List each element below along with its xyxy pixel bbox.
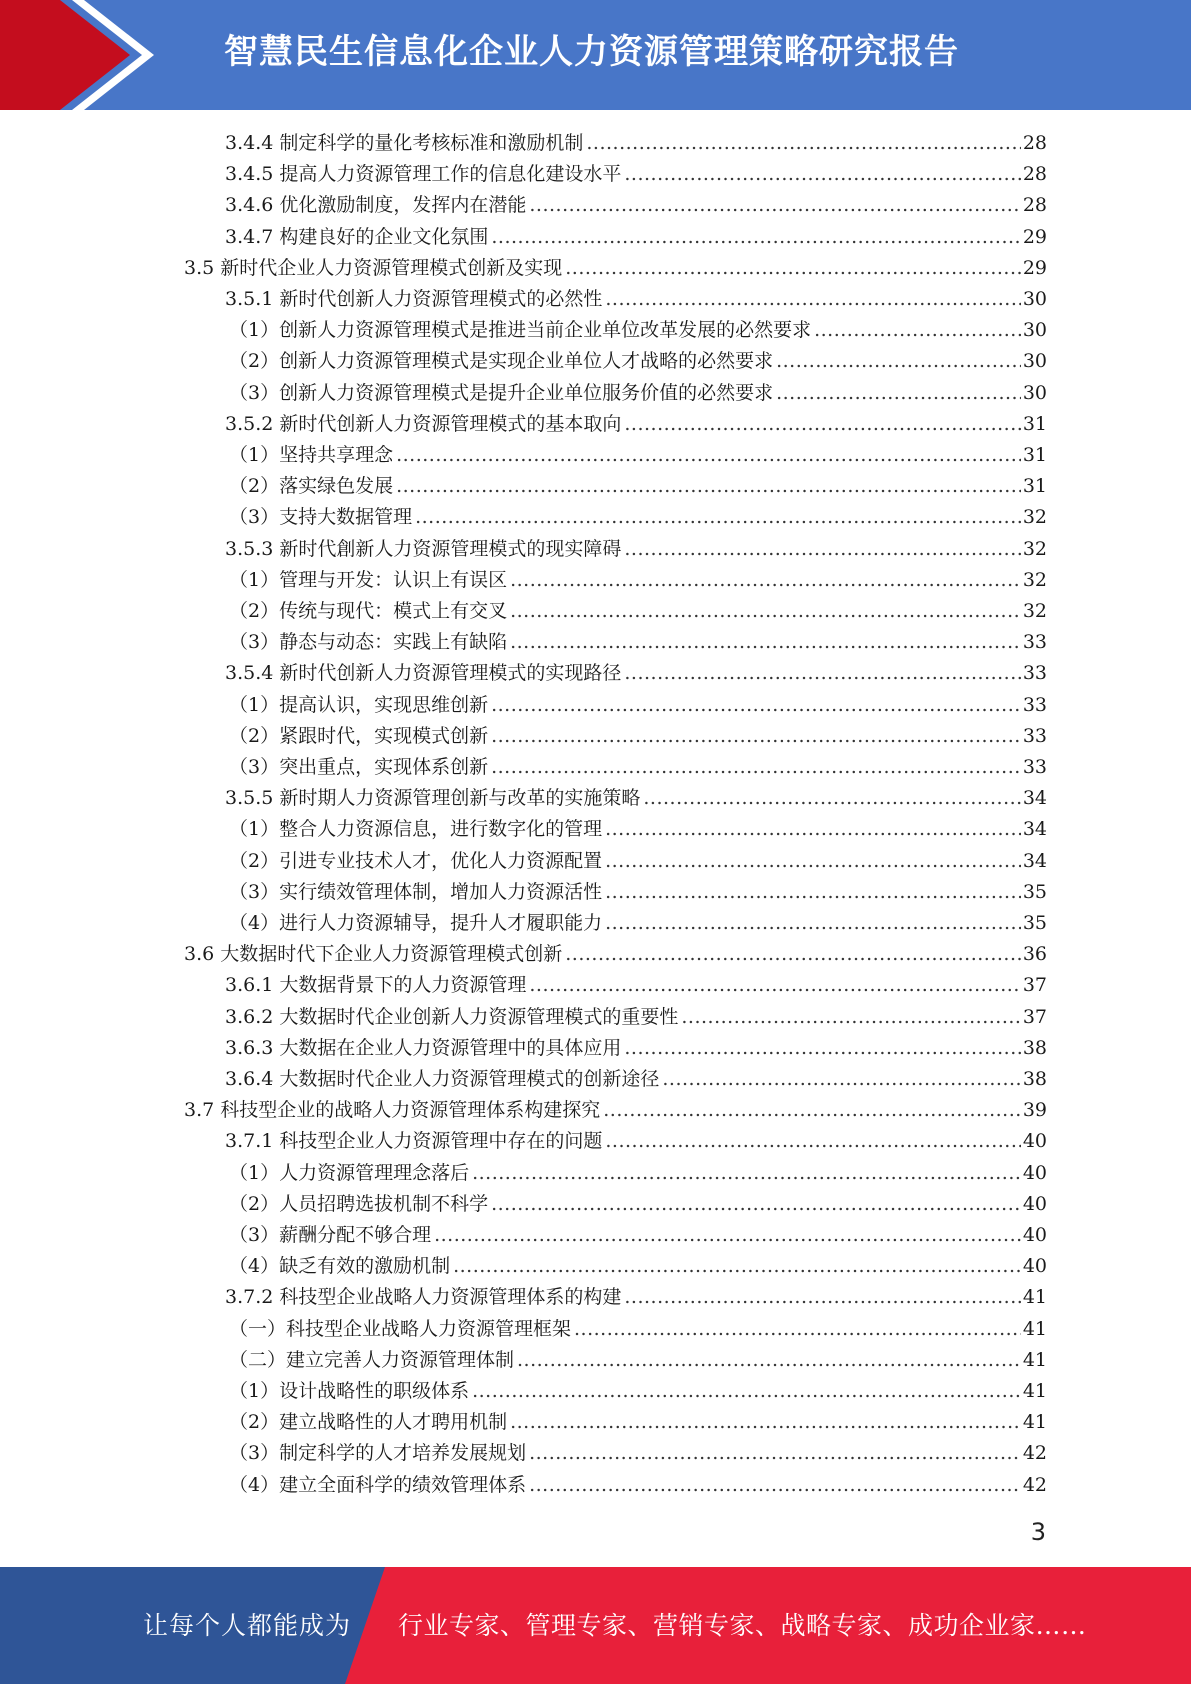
toc-entry-title: 3.4.5 提高人力资源管理工作的信息化建设水平 [225, 163, 622, 186]
toc-entry[interactable] [229, 565, 1047, 596]
toc-entry-title: （3）薪酬分配不够合理 [229, 1224, 432, 1246]
toc-entry-title: 3.5.4 新时代创新人力资源管理模式的实现路径 [225, 662, 622, 685]
toc-entry[interactable] [229, 440, 1047, 471]
toc-leader-dots [529, 194, 1020, 216]
toc-leader-dots [624, 662, 1020, 684]
toc-entry[interactable] [229, 1314, 1047, 1345]
toc-entry-page: 42 [1022, 1442, 1047, 1465]
toc-leader-dots [510, 600, 1021, 622]
toc-entry-page: 32 [1022, 537, 1047, 560]
toc-entry-title: （2）紧跟时代，实现模式创新 [229, 724, 489, 747]
toc-entry-title: 3.5.3 新时代創新人力资源管理模式的现实障碍 [225, 537, 622, 560]
toc-entry[interactable] [225, 409, 1047, 440]
toc-entry-page: 36 [1022, 943, 1047, 966]
toc-entry-title: （3）突出重点，实现体系创新 [229, 756, 489, 778]
toc-entry-page: 32 [1022, 568, 1047, 591]
toc-entry-title: （2）引进专业技术人才，优化人力资源配置 [229, 849, 603, 872]
toc-leader-dots [681, 1006, 1020, 1028]
toc-entry-page: 32 [1022, 506, 1047, 529]
toc-entry[interactable] [229, 315, 1047, 346]
toc-entry-page: 28 [1022, 132, 1047, 154]
toc-entry-page: 29 [1022, 256, 1047, 279]
toc-leader-dots [776, 350, 1021, 372]
toc-leader-dots [605, 912, 1021, 934]
footer-slogan-left: 让每个人都能成为 [143, 1611, 352, 1640]
toc-entry-title: （4）建立全面科学的绩效管理体系 [229, 1473, 527, 1496]
toc-entry-page: 30 [1022, 288, 1047, 310]
toc-entry[interactable] [225, 190, 1047, 221]
toc-entry-title: （2）传统与现代：模式上有交叉 [229, 600, 508, 622]
toc-entry-title: 3.6.2 大数据时代企业创新人力资源管理模式的重要性 [225, 1005, 679, 1028]
toc-entry[interactable] [229, 1189, 1047, 1220]
toc-entry-title: 3.5 新时代企业人力资源管理模式创新及实现 [184, 256, 563, 279]
toc-leader-dots [491, 226, 1020, 248]
toc-entry-title: 3.7 科技型企业的战略人力资源管理体系构建探究 [184, 1099, 601, 1122]
toc-entry-page: 35 [1022, 912, 1047, 934]
toc-entry-page: 41 [1022, 1286, 1047, 1309]
toc-leader-dots [517, 1349, 1021, 1371]
toc-entry[interactable] [229, 346, 1047, 377]
toc-entry[interactable] [229, 814, 1047, 845]
toc-entry-page: 41 [1022, 1317, 1047, 1340]
toc-entry[interactable] [229, 877, 1047, 908]
toc-entry-title: 3.6.1 大数据背景下的人力资源管理 [225, 974, 527, 997]
toc-leader-dots [605, 288, 1020, 310]
toc-entry-title: （3）支持大数据管理 [229, 506, 413, 529]
toc-entry-title: （3）静态与动态：实践上有缺陷 [229, 631, 508, 654]
toc-entry-title: （4）进行人力资源辅导，提升人才履职能力 [229, 912, 603, 934]
toc-entry[interactable] [225, 658, 1047, 689]
toc-leader-dots [624, 163, 1020, 185]
toc-entry[interactable] [184, 1095, 1047, 1126]
toc-entry-title: 3.5.2 新时代创新人力资源管理模式的基本取向 [225, 412, 622, 435]
toc-entry[interactable] [229, 846, 1047, 877]
toc-entry-title: （2）落实绿色发展 [229, 475, 394, 498]
toc-entry-title: （4）缺乏有效的激励机制 [229, 1255, 451, 1278]
toc-entry-title: （2）人员招聘选拔机制不科学 [229, 1192, 489, 1215]
toc-leader-dots [491, 725, 1021, 747]
toc-leader-dots [491, 694, 1021, 716]
page-header [0, 0, 1191, 110]
toc-entry-title: 3.5.5 新时期人力资源管理创新与改革的实施策略 [225, 787, 641, 810]
toc-entry-title: （1）创新人力资源管理模式是推进当前企业单位改革发展的必然要求 [229, 319, 812, 342]
toc-entry-page: 31 [1022, 475, 1047, 498]
toc-entry-page: 31 [1022, 412, 1047, 435]
toc-leader-dots [453, 1255, 1021, 1277]
toc-entry-page: 37 [1022, 1005, 1047, 1028]
toc-entry-page: 42 [1022, 1473, 1047, 1496]
toc-entry-title: （3）制定科学的人才培养发展规划 [229, 1442, 527, 1465]
toc-entry-page: 28 [1022, 163, 1047, 186]
toc-leader-dots [574, 1318, 1021, 1340]
toc-entry-page: 41 [1022, 1348, 1047, 1371]
toc-entry[interactable] [229, 378, 1047, 409]
toc-entry[interactable] [229, 596, 1047, 627]
toc-entry-page: 40 [1022, 1224, 1047, 1246]
toc-entry[interactable] [225, 1282, 1047, 1313]
toc-entry-page: 34 [1022, 818, 1047, 841]
toc-leader-dots [605, 818, 1021, 840]
toc-entry-page: 33 [1022, 693, 1047, 716]
toc-entry-title: （3）实行绩效管理体制，增加人力资源活性 [229, 880, 603, 903]
toc-leader-dots [472, 1380, 1021, 1402]
toc-entry-page: 38 [1022, 1036, 1047, 1059]
toc-entry[interactable] [184, 253, 1047, 284]
toc-entry[interactable] [229, 1220, 1047, 1251]
toc-leader-dots [415, 506, 1021, 528]
toc-leader-dots [624, 413, 1020, 435]
toc-leader-dots [643, 787, 1020, 809]
toc-leader-dots [472, 1162, 1021, 1184]
toc-entry-title: （1）提高认识，实现思维创新 [229, 693, 489, 716]
toc-entry-title: 3.6.4 大数据时代企业人力资源管理模式的创新途径 [225, 1068, 660, 1090]
toc-entry-page: 33 [1022, 631, 1047, 654]
toc-entry-title: （1）人力资源管理理念落后 [229, 1161, 470, 1184]
toc-leader-dots [510, 1411, 1021, 1433]
toc-leader-dots [565, 257, 1021, 279]
toc-entry-title: （2）建立战略性的人才聘用机制 [229, 1411, 508, 1434]
toc-leader-dots [396, 475, 1021, 497]
toc-entry[interactable] [229, 471, 1047, 502]
header-arrow-decoration [0, 0, 160, 110]
toc-entry[interactable] [229, 690, 1047, 721]
toc-entry[interactable] [225, 1002, 1047, 1033]
toc-entry-page: 29 [1022, 225, 1047, 248]
toc-leader-dots [529, 974, 1020, 996]
toc-entry-title: （1）坚持共享理念 [229, 444, 394, 466]
toc-entry-page: 34 [1022, 787, 1047, 810]
toc-entry[interactable] [229, 502, 1047, 533]
toc-entry[interactable] [225, 970, 1047, 1001]
toc-entry-page: 40 [1022, 1130, 1047, 1153]
toc-entry-page: 30 [1022, 319, 1047, 342]
toc-leader-dots [603, 1099, 1021, 1121]
toc-entry-title: 3.7.1 科技型企业人力资源管理中存在的问题 [225, 1130, 603, 1153]
toc-entry[interactable] [225, 284, 1047, 315]
toc-leader-dots [491, 1193, 1021, 1215]
toc-entry[interactable] [225, 222, 1047, 253]
toc-leader-dots [510, 569, 1021, 591]
toc-entry-page: 38 [1022, 1068, 1047, 1090]
toc-leader-dots [624, 538, 1020, 560]
toc-leader-dots [624, 1037, 1020, 1059]
toc-entry[interactable] [225, 783, 1047, 814]
footer-slogan-right: 行业专家、管理专家、营销专家、战略专家、成功企业家…… [398, 1611, 1087, 1640]
toc-entry-page: 33 [1022, 756, 1047, 778]
toc-entry[interactable] [229, 627, 1047, 658]
toc-entry-page: 41 [1022, 1411, 1047, 1434]
toc-entry[interactable] [225, 159, 1047, 190]
toc-entry-page: 32 [1022, 600, 1047, 622]
toc-leader-dots [586, 132, 1020, 154]
toc-entry-page: 31 [1022, 444, 1047, 466]
toc-entry-title: （1）整合人力资源信息，进行数字化的管理 [229, 818, 603, 841]
toc-entry-page: 34 [1022, 849, 1047, 872]
toc-entry[interactable] [229, 752, 1047, 783]
toc-entry[interactable] [229, 1345, 1047, 1376]
toc-leader-dots [396, 444, 1021, 466]
toc-entry-page: 40 [1022, 1192, 1047, 1215]
toc-entry-title: 3.4.6 优化激励制度，发挥内在潜能 [225, 194, 527, 217]
toc-entry-title: 3.4.4 制定科学的量化考核标准和激励机制 [225, 132, 584, 154]
toc-entry-page: 41 [1022, 1380, 1047, 1402]
toc-entry-page: 33 [1022, 724, 1047, 747]
toc-entry-page: 28 [1022, 194, 1047, 217]
toc-entry-title: （二）建立完善人力资源管理体制 [229, 1348, 515, 1371]
toc-entry-page: 40 [1022, 1255, 1047, 1278]
toc-entry[interactable] [229, 1470, 1047, 1501]
toc-leader-dots [814, 319, 1021, 341]
toc-entry-title: 3.6 大数据时代下企业人力资源管理模式创新 [184, 943, 563, 966]
toc-leader-dots [662, 1068, 1020, 1090]
page-number: 3 [1030, 1518, 1046, 1546]
toc-entry[interactable] [229, 1251, 1047, 1282]
toc-entry-page: 30 [1022, 350, 1047, 373]
toc-leader-dots [605, 850, 1021, 872]
toc-entry-page: 35 [1022, 880, 1047, 903]
toc-entry[interactable] [184, 939, 1047, 970]
toc-leader-dots [605, 1130, 1020, 1152]
toc-entry[interactable] [229, 1407, 1047, 1438]
toc-entry-page: 37 [1022, 974, 1047, 997]
toc-entry[interactable] [229, 1376, 1047, 1407]
toc-leader-dots [776, 382, 1021, 404]
toc-entry[interactable] [225, 1126, 1047, 1157]
toc-entry[interactable] [229, 1158, 1047, 1189]
toc-entry-title: （2）创新人力资源管理模式是实现企业单位人才战略的必然要求 [229, 350, 774, 373]
toc-entry-page: 33 [1022, 662, 1047, 685]
toc-leader-dots [491, 756, 1021, 778]
toc-entry-title: 3.6.3 大数据在企业人力资源管理中的具体应用 [225, 1036, 622, 1059]
toc-leader-dots [434, 1224, 1021, 1246]
toc-entry[interactable] [225, 128, 1047, 159]
toc-leader-dots [624, 1286, 1020, 1308]
toc-entry-title: （1）管理与开发：认识上有误区 [229, 568, 508, 591]
toc-entry-title: 3.4.7 构建良好的企业文化氛围 [225, 225, 489, 248]
toc-entry[interactable] [229, 721, 1047, 752]
page-footer [0, 1567, 1191, 1684]
toc-leader-dots [510, 631, 1021, 653]
toc-entry-page: 30 [1022, 381, 1047, 404]
toc-leader-dots [529, 1474, 1021, 1496]
toc-leader-dots [565, 943, 1021, 965]
toc-entry-page: 40 [1022, 1161, 1047, 1184]
toc-entry-title: （1）设计战略性的职级体系 [229, 1380, 470, 1402]
toc-entry-title: （3）创新人力资源管理模式是提升企业单位服务价值的必然要求 [229, 381, 774, 404]
toc-entry[interactable] [225, 1033, 1047, 1064]
toc-entry[interactable] [225, 534, 1047, 565]
toc-entry[interactable] [229, 908, 1047, 939]
toc-entry-page: 39 [1022, 1099, 1047, 1122]
toc-entry-title: 3.5.1 新时代创新人力资源管理模式的必然性 [225, 288, 603, 310]
toc-entry-title: （一）科技型企业战略人力资源管理框架 [229, 1317, 572, 1340]
report-title: 智慧民生信息化企业人力资源管理策略研究报告 [224, 32, 959, 72]
toc-leader-dots [529, 1442, 1021, 1464]
toc-entry-title: 3.7.2 科技型企业战略人力资源管理体系的构建 [225, 1286, 622, 1309]
toc-leader-dots [605, 881, 1021, 903]
toc-entry[interactable] [229, 1438, 1047, 1469]
toc-entry[interactable] [225, 1064, 1047, 1095]
